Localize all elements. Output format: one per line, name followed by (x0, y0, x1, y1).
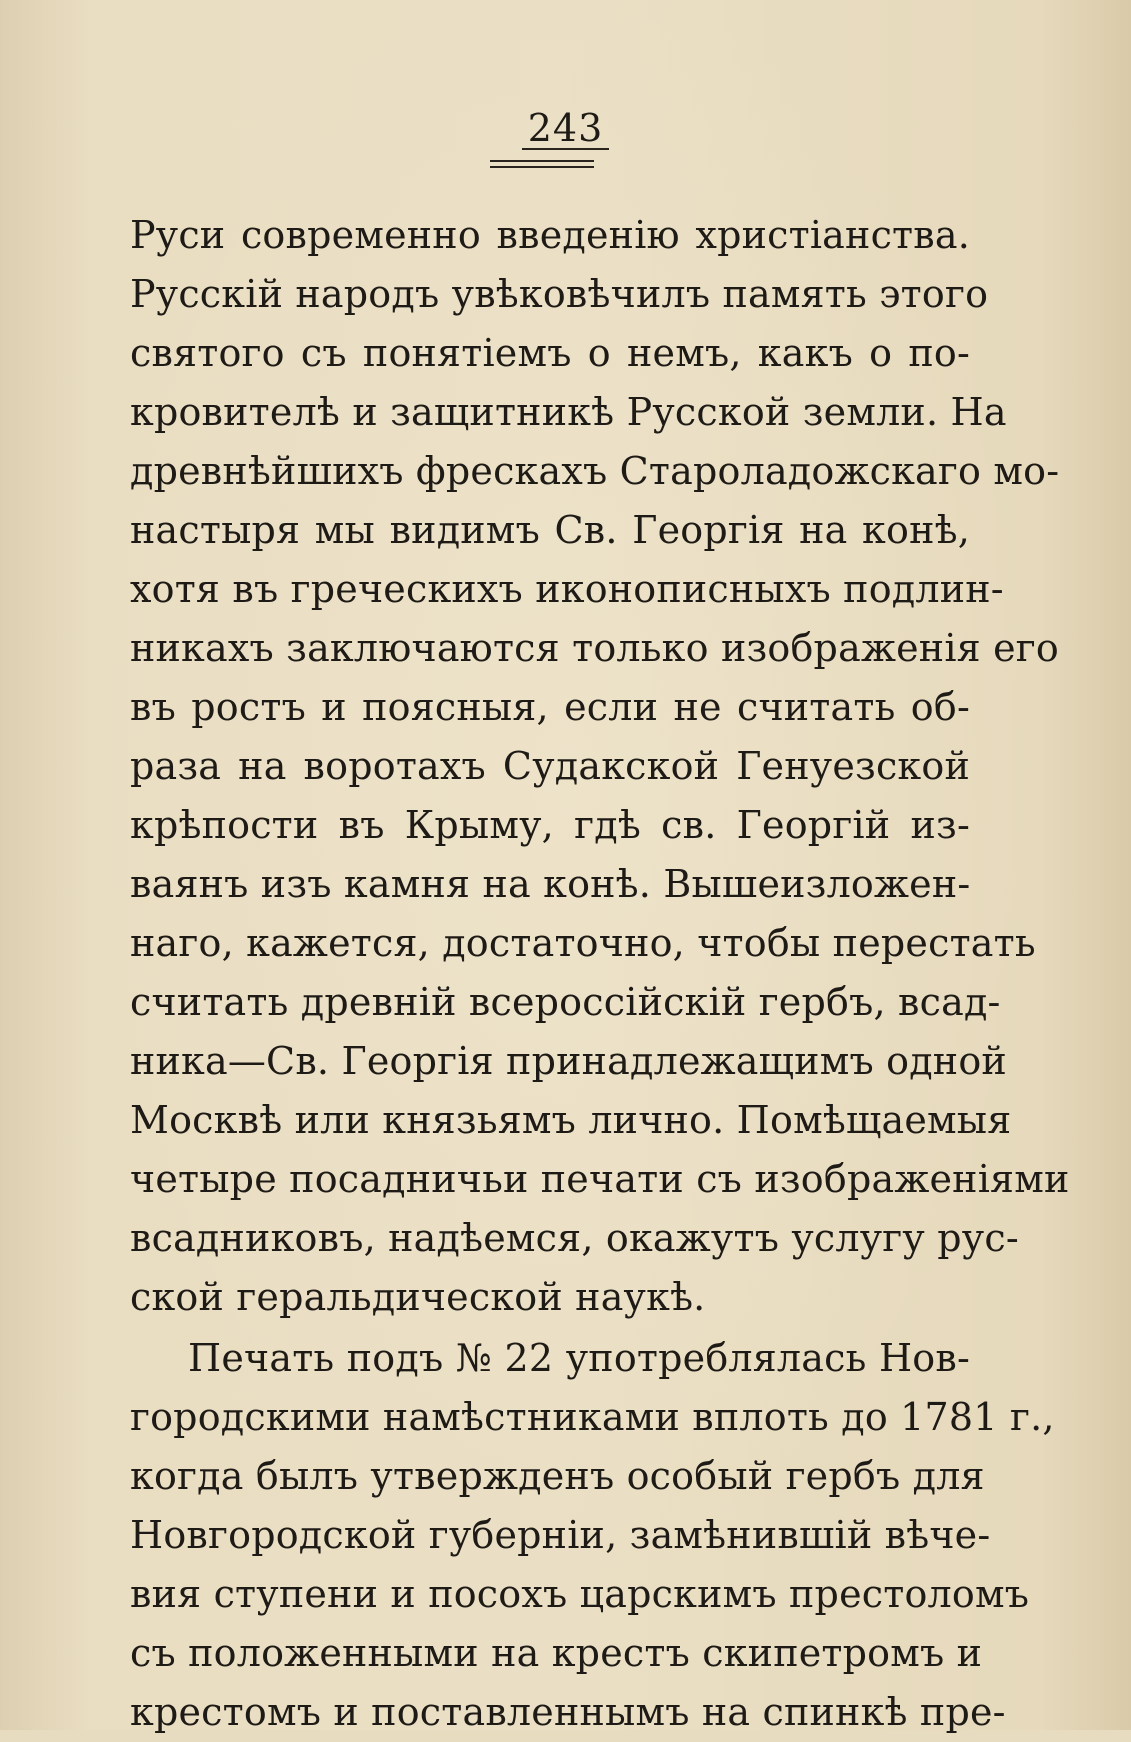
text-line: Новгородской губерніи, замѣнившій вѣче- (130, 1513, 991, 1557)
text-line: считать древній всероссійскій гербъ, всад- (130, 980, 1001, 1024)
text-line: Печать подъ № 22 употреблялась Нов- (188, 1336, 970, 1380)
text-line: городскими намѣстниками вплоть до 1781 г., (130, 1395, 1055, 1439)
text-line: съ положенными на крестъ скипетромъ и (130, 1631, 983, 1675)
text-line: древнѣйшихъ фрескахъ Староладожскаго мо- (130, 449, 1060, 493)
text-line: крѣпости въ Крыму, гдѣ св. Георгій из- (130, 803, 970, 847)
text-line: хотя въ греческихъ иконописныхъ подлин- (130, 567, 1004, 611)
page-number: 243 (522, 108, 610, 150)
text-line: вия ступени и посохъ царскимъ престоломъ (130, 1572, 1030, 1616)
text-line: ваянъ изъ камня на конѣ. Вышеизложен- (130, 862, 971, 906)
text-line: раза на воротахъ Судакской Генуезской (130, 744, 970, 788)
text-line: никахъ заключаются только изображенія его (130, 626, 1059, 670)
text-line: Москвѣ или князьямъ лично. Помѣщаемыя (130, 1098, 1012, 1142)
text-line: ника—Св. Георгія принадлежащимъ одной (130, 1039, 1007, 1083)
text-line: святого съ понятіемъ о немъ, какъ о по- (130, 331, 970, 375)
text-line: настыря мы видимъ Св. Георгія на конѣ, (130, 508, 970, 552)
text-line: крестомъ и поставленнымъ на спинкѣ пре- (130, 1690, 1006, 1734)
text-line: когда былъ утвержденъ особый гербъ для (130, 1454, 985, 1498)
text-line: кровителѣ и защитникѣ Русской земли. На (130, 390, 1007, 434)
text-line: Русскій народъ увѣковѣчилъ память этого (130, 272, 989, 316)
text-line: четыре посадничьи печати съ изображеніями (130, 1157, 1070, 1201)
header-rule-bottom (490, 166, 594, 168)
text-line: Руси современно введенію христіанства. (130, 213, 970, 257)
body-text (130, 206, 1070, 1742)
text-line: въ ростъ и поясныя, если не считать об- (130, 685, 970, 729)
text-line: наго, кажется, достаточно, чтобы перестать (130, 921, 1036, 965)
text-line: ской геральдической наукѣ. (130, 1275, 706, 1319)
text-line: всадниковъ, надѣемся, окажутъ услугу рус- (130, 1216, 1019, 1260)
header-rule-top (490, 160, 594, 162)
page-header (0, 108, 1131, 150)
